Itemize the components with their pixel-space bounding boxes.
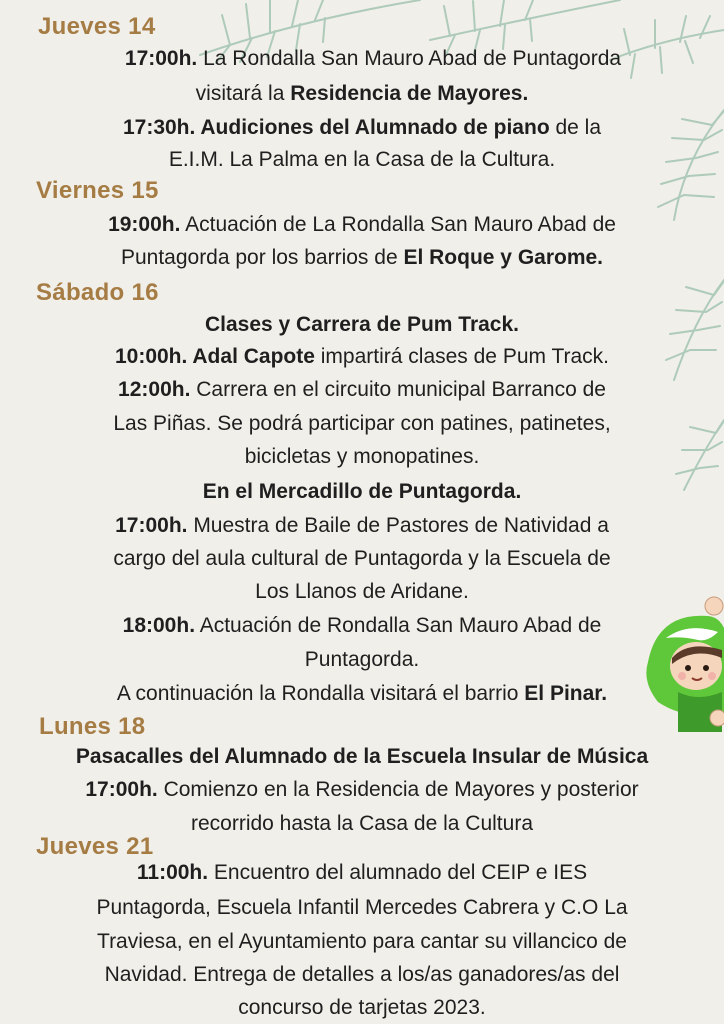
event-line: 12:00h. Carrera en el circuito municipal Barranco de xyxy=(118,378,606,401)
day-heading-lunes-18: Lunes 18 xyxy=(39,713,146,740)
event-line: Los Llanos de Aridane. xyxy=(255,580,469,603)
event-line: 11:00h. Encuentro del alumnado del CEIP e IES xyxy=(136,861,588,884)
event-line: Puntagorda, Escuela Infantil Mercedes Cabrera y C.O La xyxy=(96,896,628,919)
event-subheading: En el Mercadillo de Puntagorda. xyxy=(202,480,522,503)
event-subheading: Pasacalles del Alumnado de la Escuela Insular de Música xyxy=(75,745,649,768)
event-line: cargo del aula cultural de Puntagorda y la Escuela de xyxy=(113,547,611,570)
event-line: Puntagorda. xyxy=(304,648,420,671)
event-line: 17:00h. Muestra de Baile de Pastores de Natividad a xyxy=(115,514,609,537)
event-line: Traviesa, en el Ayuntamiento para cantar su villancico de xyxy=(97,930,627,953)
event-line: 10:00h. Adal Capote impartirá clases de Pum Track. xyxy=(114,345,610,368)
event-line: visitará la Residencia de Mayores. xyxy=(195,82,529,105)
event-line: A continuación la Rondalla visitará el barrio El Pinar. xyxy=(116,682,608,705)
event-line: concurso de tarjetas 2023. xyxy=(238,996,486,1019)
day-heading-sabado-16: Sábado 16 xyxy=(36,279,159,306)
event-line: 19:00h. Actuación de La Rondalla San Mauro Abad de xyxy=(108,213,616,236)
day-heading-jueves-21: Jueves 21 xyxy=(36,833,154,860)
event-line: E.I.M. La Palma en la Casa de la Cultura. xyxy=(168,148,556,171)
event-line: 17:00h. La Rondalla San Mauro Abad de Puntagorda xyxy=(124,47,622,70)
day-heading-viernes-15: Viernes 15 xyxy=(36,177,159,204)
day-heading-jueves-14: Jueves 14 xyxy=(38,13,156,40)
event-line: Las Piñas. Se podrá participar con patines, patinetes, xyxy=(113,412,611,435)
event-line: 17:30h. Audiciones del Alumnado de piano de la xyxy=(122,116,602,139)
event-line: Navidad. Entrega de detalles a los/as ganadores/as del xyxy=(104,963,620,986)
event-line: Puntagorda por los barrios de El Roque y Garome. xyxy=(120,246,604,269)
event-line: 18:00h. Actuación de Rondalla San Mauro Abad de xyxy=(122,614,602,637)
event-line: recorrido hasta la Casa de la Cultura xyxy=(190,812,533,835)
event-line: bicicletas y monopatines. xyxy=(244,445,480,468)
event-line: 17:00h. Comienzo en la Residencia de Mayores y posterior xyxy=(85,778,639,801)
event-subheading: Clases y Carrera de Pum Track. xyxy=(204,313,519,336)
